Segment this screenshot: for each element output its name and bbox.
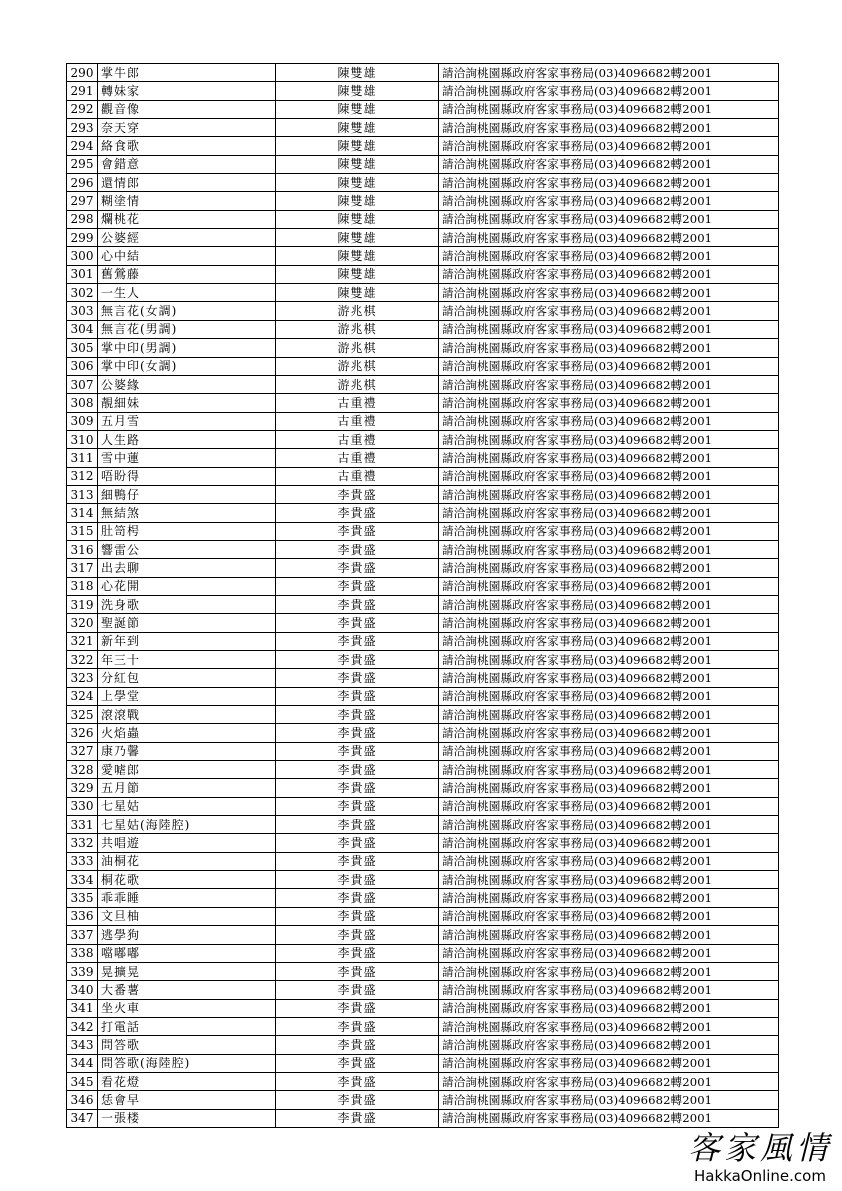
song-author: 陳雙雄 [276, 284, 439, 302]
song-title: 人生路 [98, 430, 276, 448]
contact-info: 請洽詢桃園縣政府客家事務局(03)4096682轉2001 [439, 779, 779, 797]
song-title: 七星姑(海陸腔) [98, 816, 276, 834]
contact-info: 請洽詢桃園縣政府客家事務局(03)4096682轉2001 [439, 394, 779, 412]
contact-info: 請洽詢桃園縣政府客家事務局(03)4096682轉2001 [439, 430, 779, 448]
song-title: 唔盼得 [98, 467, 276, 485]
song-title: 問答歌 [98, 1036, 276, 1054]
row-number: 334 [67, 871, 98, 889]
row-number: 311 [67, 449, 98, 467]
song-title: 觀音像 [98, 100, 276, 118]
table-row [67, 174, 779, 192]
song-title: 看花燈 [98, 1072, 276, 1090]
song-title: 響雷公 [98, 540, 276, 558]
contact-info: 請洽詢桃園縣政府客家事務局(03)4096682轉2001 [439, 632, 779, 650]
song-title: 七星姑 [98, 797, 276, 815]
song-author: 游兆棋 [276, 302, 439, 320]
table-row [67, 394, 779, 412]
song-title: 無言花(男調) [98, 320, 276, 338]
row-number: 314 [67, 504, 98, 522]
table-row [67, 1072, 779, 1090]
table-row [67, 816, 779, 834]
table-row [67, 412, 779, 430]
song-author: 陳雙雄 [276, 265, 439, 283]
song-author: 陳雙雄 [276, 64, 439, 82]
row-number: 340 [67, 981, 98, 999]
song-title: 油桐花 [98, 852, 276, 870]
song-author: 李貴盛 [276, 632, 439, 650]
row-number: 321 [67, 632, 98, 650]
contact-info: 請洽詢桃園縣政府客家事務局(03)4096682轉2001 [439, 119, 779, 137]
table-row [67, 999, 779, 1017]
table-row [67, 504, 779, 522]
song-author: 李貴盛 [276, 485, 439, 503]
contact-info: 請洽詢桃園縣政府客家事務局(03)4096682轉2001 [439, 852, 779, 870]
table-row [67, 82, 779, 100]
song-title: 五月雪 [98, 412, 276, 430]
song-author: 陳雙雄 [276, 100, 439, 118]
song-author: 李貴盛 [276, 779, 439, 797]
song-author: 李貴盛 [276, 1109, 439, 1127]
song-list-body [67, 64, 779, 1128]
song-author: 李貴盛 [276, 1017, 439, 1035]
song-author: 李貴盛 [276, 852, 439, 870]
row-number: 318 [67, 577, 98, 595]
song-title: 分紅包 [98, 669, 276, 687]
row-number: 295 [67, 155, 98, 173]
row-number: 329 [67, 779, 98, 797]
song-title: 心中結 [98, 247, 276, 265]
song-title: 無結煞 [98, 504, 276, 522]
table-row [67, 944, 779, 962]
song-title: 噹嘟嘟 [98, 944, 276, 962]
song-author: 李貴盛 [276, 907, 439, 925]
row-number: 339 [67, 962, 98, 980]
table-row [67, 595, 779, 613]
table-row [67, 1091, 779, 1109]
song-title: 轉妹家 [98, 82, 276, 100]
contact-info: 請洽詢桃園縣政府客家事務局(03)4096682轉2001 [439, 1017, 779, 1035]
table-row [67, 871, 779, 889]
song-author: 李貴盛 [276, 761, 439, 779]
contact-info: 請洽詢桃園縣政府客家事務局(03)4096682轉2001 [439, 504, 779, 522]
table-row [67, 100, 779, 118]
row-number: 325 [67, 706, 98, 724]
contact-info: 請洽詢桃園縣政府客家事務局(03)4096682轉2001 [439, 192, 779, 210]
song-title: 共唱遊 [98, 834, 276, 852]
table-row [67, 1017, 779, 1035]
contact-info: 請洽詢桃園縣政府客家事務局(03)4096682轉2001 [439, 64, 779, 82]
song-title: 公婆緣 [98, 375, 276, 393]
table-row [67, 540, 779, 558]
contact-info: 請洽詢桃園縣政府客家事務局(03)4096682轉2001 [439, 467, 779, 485]
row-number: 347 [67, 1109, 98, 1127]
song-title: 乖乖睡 [98, 889, 276, 907]
song-author: 游兆棋 [276, 357, 439, 375]
contact-info: 請洽詢桃園縣政府客家事務局(03)4096682轉2001 [439, 229, 779, 247]
song-title: 舊鶯藤 [98, 265, 276, 283]
table-row [67, 742, 779, 760]
table-row [67, 577, 779, 595]
song-title: 五月節 [98, 779, 276, 797]
row-number: 342 [67, 1017, 98, 1035]
table-row [67, 247, 779, 265]
song-title: 上學堂 [98, 687, 276, 705]
row-number: 331 [67, 816, 98, 834]
row-number: 317 [67, 559, 98, 577]
row-number: 346 [67, 1091, 98, 1109]
table-row [67, 192, 779, 210]
song-author: 李貴盛 [276, 595, 439, 613]
table-row [67, 614, 779, 632]
contact-info: 請洽詢桃園縣政府客家事務局(03)4096682轉2001 [439, 210, 779, 228]
row-number: 298 [67, 210, 98, 228]
song-author: 李貴盛 [276, 981, 439, 999]
contact-info: 請洽詢桃園縣政府客家事務局(03)4096682轉2001 [439, 1109, 779, 1127]
song-title: 奈天穿 [98, 119, 276, 137]
table-row [67, 119, 779, 137]
song-title: 文旦柚 [98, 907, 276, 925]
song-title: 心花開 [98, 577, 276, 595]
song-author: 游兆棋 [276, 339, 439, 357]
contact-info: 請洽詢桃園縣政府客家事務局(03)4096682轉2001 [439, 816, 779, 834]
row-number: 324 [67, 687, 98, 705]
row-number: 290 [67, 64, 98, 82]
song-author: 陳雙雄 [276, 229, 439, 247]
contact-info: 請洽詢桃園縣政府客家事務局(03)4096682轉2001 [439, 614, 779, 632]
row-number: 296 [67, 174, 98, 192]
table-row [67, 430, 779, 448]
song-author: 李貴盛 [276, 742, 439, 760]
song-author: 李貴盛 [276, 504, 439, 522]
song-author: 李貴盛 [276, 559, 439, 577]
row-number: 300 [67, 247, 98, 265]
table-row [67, 724, 779, 742]
song-author: 古重禮 [276, 394, 439, 412]
table-row [67, 761, 779, 779]
song-author: 古重禮 [276, 467, 439, 485]
song-author: 陳雙雄 [276, 174, 439, 192]
row-number: 330 [67, 797, 98, 815]
song-author: 李貴盛 [276, 1091, 439, 1109]
table-row [67, 357, 779, 375]
contact-info: 請洽詢桃園縣政府客家事務局(03)4096682轉2001 [439, 706, 779, 724]
table-row [67, 907, 779, 925]
table-row [67, 559, 779, 577]
song-title: 問答歌(海陸腔) [98, 1054, 276, 1072]
table-row [67, 669, 779, 687]
contact-info: 請洽詢桃園縣政府客家事務局(03)4096682轉2001 [439, 449, 779, 467]
contact-info: 請洽詢桃園縣政府客家事務局(03)4096682轉2001 [439, 889, 779, 907]
row-number: 319 [67, 595, 98, 613]
contact-info: 請洽詢桃園縣政府客家事務局(03)4096682轉2001 [439, 999, 779, 1017]
song-title: 糊塗情 [98, 192, 276, 210]
row-number: 291 [67, 82, 98, 100]
table-row [67, 834, 779, 852]
contact-info: 請洽詢桃園縣政府客家事務局(03)4096682轉2001 [439, 669, 779, 687]
contact-info: 請洽詢桃園縣政府客家事務局(03)4096682轉2001 [439, 559, 779, 577]
song-author: 古重禮 [276, 430, 439, 448]
contact-info: 請洽詢桃園縣政府客家事務局(03)4096682轉2001 [439, 981, 779, 999]
contact-info: 請洽詢桃園縣政府客家事務局(03)4096682轉2001 [439, 339, 779, 357]
contact-info: 請洽詢桃園縣政府客家事務局(03)4096682轉2001 [439, 1036, 779, 1054]
song-author: 古重禮 [276, 412, 439, 430]
table-row [67, 852, 779, 870]
song-author: 陳雙雄 [276, 247, 439, 265]
table-row [67, 137, 779, 155]
table-row [67, 522, 779, 540]
song-title: 聖誕節 [98, 614, 276, 632]
song-title: 靚細妹 [98, 394, 276, 412]
row-number: 316 [67, 540, 98, 558]
row-number: 293 [67, 119, 98, 137]
song-author: 李貴盛 [276, 577, 439, 595]
row-number: 306 [67, 357, 98, 375]
watermark-url: HakkaOnline.com [694, 1167, 826, 1185]
song-list-table [66, 63, 779, 1128]
row-number: 338 [67, 944, 98, 962]
song-title: 會錯意 [98, 155, 276, 173]
song-author: 李貴盛 [276, 816, 439, 834]
row-number: 332 [67, 834, 98, 852]
row-number: 335 [67, 889, 98, 907]
row-number: 302 [67, 284, 98, 302]
row-number: 305 [67, 339, 98, 357]
song-title: 恁會早 [98, 1091, 276, 1109]
song-title: 公婆經 [98, 229, 276, 247]
watermark-logo: 客家風情 [687, 1129, 832, 1167]
row-number: 333 [67, 852, 98, 870]
table-row [67, 797, 779, 815]
contact-info: 請洽詢桃園縣政府客家事務局(03)4096682轉2001 [439, 247, 779, 265]
song-author: 李貴盛 [276, 871, 439, 889]
row-number: 326 [67, 724, 98, 742]
row-number: 299 [67, 229, 98, 247]
song-author: 李貴盛 [276, 889, 439, 907]
song-title: 掌中印(女調) [98, 357, 276, 375]
contact-info: 請洽詢桃園縣政府客家事務局(03)4096682轉2001 [439, 797, 779, 815]
song-title: 年三十 [98, 651, 276, 669]
contact-info: 請洽詢桃園縣政府客家事務局(03)4096682轉2001 [439, 944, 779, 962]
row-number: 313 [67, 485, 98, 503]
song-title: 細鴨仔 [98, 485, 276, 503]
row-number: 345 [67, 1072, 98, 1090]
song-author: 游兆棋 [276, 320, 439, 338]
song-author: 李貴盛 [276, 1054, 439, 1072]
song-author: 游兆棋 [276, 375, 439, 393]
table-row [67, 706, 779, 724]
table-row [67, 64, 779, 82]
table-row [67, 339, 779, 357]
song-author: 李貴盛 [276, 944, 439, 962]
row-number: 328 [67, 761, 98, 779]
song-author: 陳雙雄 [276, 137, 439, 155]
song-title: 康乃馨 [98, 742, 276, 760]
table-row [67, 449, 779, 467]
contact-info: 請洽詢桃園縣政府客家事務局(03)4096682轉2001 [439, 540, 779, 558]
song-author: 李貴盛 [276, 614, 439, 632]
contact-info: 請洽詢桃園縣政府客家事務局(03)4096682轉2001 [439, 834, 779, 852]
song-title: 肚笥枵 [98, 522, 276, 540]
contact-info: 請洽詢桃園縣政府客家事務局(03)4096682轉2001 [439, 926, 779, 944]
contact-info: 請洽詢桃園縣政府客家事務局(03)4096682轉2001 [439, 265, 779, 283]
song-title: 愛㖸郎 [98, 761, 276, 779]
row-number: 320 [67, 614, 98, 632]
row-number: 344 [67, 1054, 98, 1072]
table-row [67, 779, 779, 797]
row-number: 307 [67, 375, 98, 393]
song-author: 李貴盛 [276, 962, 439, 980]
contact-info: 請洽詢桃園縣政府客家事務局(03)4096682轉2001 [439, 412, 779, 430]
row-number: 336 [67, 907, 98, 925]
table-row [67, 467, 779, 485]
row-number: 322 [67, 651, 98, 669]
song-author: 李貴盛 [276, 669, 439, 687]
song-author: 李貴盛 [276, 522, 439, 540]
row-number: 315 [67, 522, 98, 540]
song-title: 無言花(女調) [98, 302, 276, 320]
table-row [67, 1054, 779, 1072]
contact-info: 請洽詢桃園縣政府客家事務局(03)4096682轉2001 [439, 320, 779, 338]
song-author: 陳雙雄 [276, 155, 439, 173]
table-row [67, 320, 779, 338]
song-title: 大番薯 [98, 981, 276, 999]
row-number: 308 [67, 394, 98, 412]
row-number: 310 [67, 430, 98, 448]
table-row [67, 155, 779, 173]
song-author: 李貴盛 [276, 834, 439, 852]
row-number: 297 [67, 192, 98, 210]
song-title: 新年到 [98, 632, 276, 650]
row-number: 301 [67, 265, 98, 283]
contact-info: 請洽詢桃園縣政府客家事務局(03)4096682轉2001 [439, 155, 779, 173]
table-row [67, 962, 779, 980]
song-author: 李貴盛 [276, 1036, 439, 1054]
song-author: 李貴盛 [276, 724, 439, 742]
song-title: 爛桃花 [98, 210, 276, 228]
song-title: 火焰蟲 [98, 724, 276, 742]
song-title: 滾滾戰 [98, 706, 276, 724]
song-title: 晃擴晃 [98, 962, 276, 980]
row-number: 294 [67, 137, 98, 155]
song-title: 絡食歌 [98, 137, 276, 155]
contact-info: 請洽詢桃園縣政府客家事務局(03)4096682轉2001 [439, 485, 779, 503]
table-row [67, 485, 779, 503]
row-number: 312 [67, 467, 98, 485]
song-title: 還情郎 [98, 174, 276, 192]
contact-info: 請洽詢桃園縣政府客家事務局(03)4096682轉2001 [439, 577, 779, 595]
table-row [67, 210, 779, 228]
row-number: 309 [67, 412, 98, 430]
watermark [688, 1129, 832, 1185]
contact-info: 請洽詢桃園縣政府客家事務局(03)4096682轉2001 [439, 742, 779, 760]
contact-info: 請洽詢桃園縣政府客家事務局(03)4096682轉2001 [439, 174, 779, 192]
contact-info: 請洽詢桃園縣政府客家事務局(03)4096682轉2001 [439, 651, 779, 669]
table-row [67, 981, 779, 999]
row-number: 337 [67, 926, 98, 944]
contact-info: 請洽詢桃園縣政府客家事務局(03)4096682轉2001 [439, 1091, 779, 1109]
song-title: 一生人 [98, 284, 276, 302]
row-number: 292 [67, 100, 98, 118]
contact-info: 請洽詢桃園縣政府客家事務局(03)4096682轉2001 [439, 724, 779, 742]
contact-info: 請洽詢桃園縣政府客家事務局(03)4096682轉2001 [439, 522, 779, 540]
song-title: 出去聊 [98, 559, 276, 577]
contact-info: 請洽詢桃園縣政府客家事務局(03)4096682轉2001 [439, 1054, 779, 1072]
song-author: 李貴盛 [276, 706, 439, 724]
row-number: 327 [67, 742, 98, 760]
table-row [67, 375, 779, 393]
row-number: 304 [67, 320, 98, 338]
song-author: 古重禮 [276, 449, 439, 467]
contact-info: 請洽詢桃園縣政府客家事務局(03)4096682轉2001 [439, 595, 779, 613]
song-title: 掌中印(男調) [98, 339, 276, 357]
song-author: 陳雙雄 [276, 210, 439, 228]
song-title: 洗身歌 [98, 595, 276, 613]
contact-info: 請洽詢桃園縣政府客家事務局(03)4096682轉2001 [439, 687, 779, 705]
table-row [67, 926, 779, 944]
contact-info: 請洽詢桃園縣政府客家事務局(03)4096682轉2001 [439, 871, 779, 889]
row-number: 323 [67, 669, 98, 687]
contact-info: 請洽詢桃園縣政府客家事務局(03)4096682轉2001 [439, 137, 779, 155]
contact-info: 請洽詢桃園縣政府客家事務局(03)4096682轉2001 [439, 82, 779, 100]
song-author: 陳雙雄 [276, 82, 439, 100]
contact-info: 請洽詢桃園縣政府客家事務局(03)4096682轉2001 [439, 302, 779, 320]
song-title: 打電話 [98, 1017, 276, 1035]
song-author: 陳雙雄 [276, 192, 439, 210]
song-author: 李貴盛 [276, 999, 439, 1017]
song-title: 桐花歌 [98, 871, 276, 889]
table-row [67, 889, 779, 907]
song-title: 掌牛郎 [98, 64, 276, 82]
song-author: 李貴盛 [276, 926, 439, 944]
contact-info: 請洽詢桃園縣政府客家事務局(03)4096682轉2001 [439, 761, 779, 779]
table-row [67, 651, 779, 669]
row-number: 343 [67, 1036, 98, 1054]
contact-info: 請洽詢桃園縣政府客家事務局(03)4096682轉2001 [439, 284, 779, 302]
table-row [67, 1109, 779, 1127]
row-number: 303 [67, 302, 98, 320]
song-title: 坐火車 [98, 999, 276, 1017]
song-title: 一張楼 [98, 1109, 276, 1127]
row-number: 341 [67, 999, 98, 1017]
song-author: 李貴盛 [276, 1072, 439, 1090]
song-author: 李貴盛 [276, 797, 439, 815]
song-title: 逃學狗 [98, 926, 276, 944]
song-author: 李貴盛 [276, 651, 439, 669]
contact-info: 請洽詢桃園縣政府客家事務局(03)4096682轉2001 [439, 375, 779, 393]
contact-info: 請洽詢桃園縣政府客家事務局(03)4096682轉2001 [439, 100, 779, 118]
table-row [67, 265, 779, 283]
table-row [67, 1036, 779, 1054]
contact-info: 請洽詢桃園縣政府客家事務局(03)4096682轉2001 [439, 1072, 779, 1090]
song-author: 陳雙雄 [276, 119, 439, 137]
table-row [67, 687, 779, 705]
song-title: 雪中蓮 [98, 449, 276, 467]
song-author: 李貴盛 [276, 540, 439, 558]
table-row [67, 632, 779, 650]
contact-info: 請洽詢桃園縣政府客家事務局(03)4096682轉2001 [439, 962, 779, 980]
contact-info: 請洽詢桃園縣政府客家事務局(03)4096682轉2001 [439, 357, 779, 375]
song-author: 李貴盛 [276, 687, 439, 705]
table-row [67, 284, 779, 302]
contact-info: 請洽詢桃園縣政府客家事務局(03)4096682轉2001 [439, 907, 779, 925]
table-row [67, 229, 779, 247]
table-row [67, 302, 779, 320]
